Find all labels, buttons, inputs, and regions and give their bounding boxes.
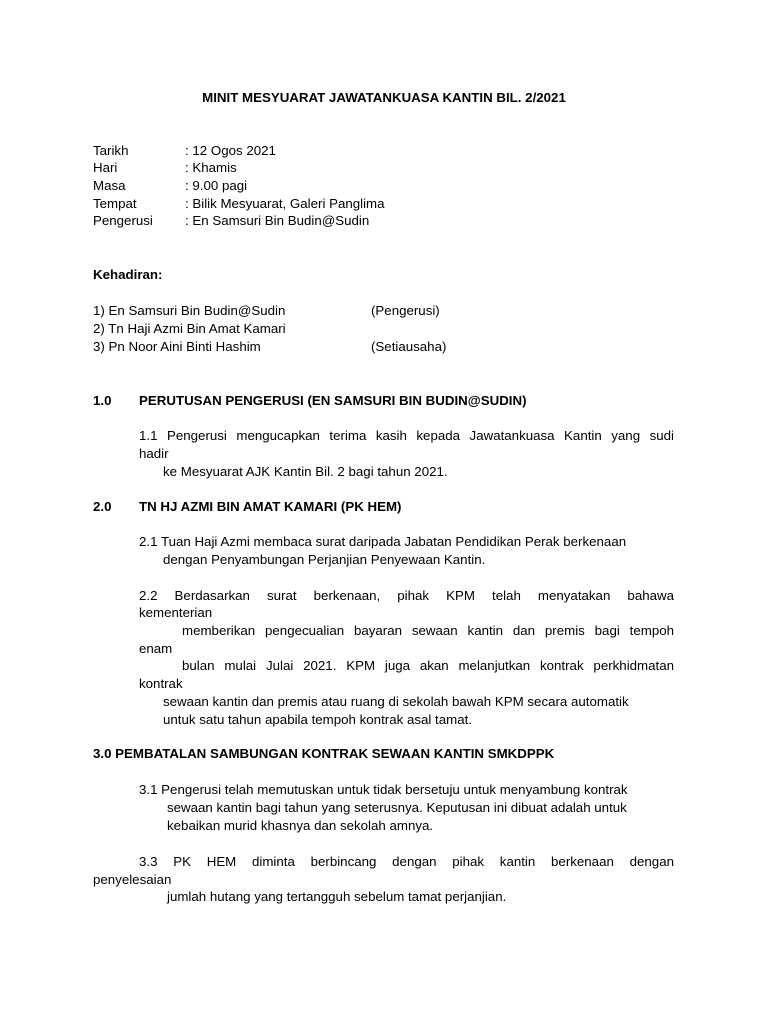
paragraph-3-3-line-2: penyelesaian [93, 872, 172, 887]
section-3-heading: 3.0 PEMBATALAN SAMBUNGAN KONTRAK SEWAAN KANTIN SMKDPPK [93, 746, 555, 761]
attendee-2-name: 2) Tn Haji Azmi Bin Amat Kamari [93, 321, 286, 336]
paragraph-2-2-line-5: bulan mulai Julai 2021. KPM juga akan melanjutkan kontrak perkhidmatan [182, 658, 674, 673]
paragraph-2-2-line-8: untuk satu tahun apabila tempoh kontrak asal tamat. [163, 712, 472, 727]
attendee-1-role: (Pengerusi) [371, 303, 440, 318]
attendance-heading: Kehadiran: [93, 267, 163, 282]
section-1-heading: PERUTUSAN PENGERUSI (EN SAMSURI BIN BUDIN@SUDIN) [139, 393, 527, 408]
info-label-tempat: Tempat [93, 196, 137, 211]
paragraph-3-3-line-1: 3.3 PK HEM diminta berbincang dengan pihak kantin berkenaan dengan [139, 854, 674, 869]
attendee-3-role: (Setiausaha) [371, 339, 447, 354]
info-label-pengerusi: Pengerusi [93, 213, 153, 228]
paragraph-3-1-line-1: 3.1 Pengerusi telah memutuskan untuk tidak bersetuju untuk menyambung kontrak [139, 782, 628, 797]
info-value-masa: : 9.00 pagi [185, 178, 248, 193]
paragraph-2-1-line-1: 2.1 Tuan Haji Azmi membaca surat daripada Jabatan Pendidikan Perak berkenaan [139, 534, 627, 549]
paragraph-3-1-line-2: sewaan kantin bagi tahun yang seterusnya. Keputusan ini dibuat adalah untuk [167, 800, 627, 815]
paragraph-1-1-line-3: ke Mesyuarat AJK Kantin Bil. 2 bagi tahun 2021. [163, 464, 448, 479]
paragraph-1-1-line-1: 1.1 Pengerusi mengucapkan terima kasih kepada Jawatankuasa Kantin yang sudi [139, 428, 674, 443]
paragraph-2-1-line-2: dengan Penyambungan Perjanjian Penyewaan Kantin. [163, 552, 486, 567]
paragraph-2-2-line-2: kementerian [139, 605, 213, 620]
info-value-tempat: : Bilik Mesyuarat, Galeri Panglima [185, 196, 385, 211]
paragraph-2-2-line-3: memberikan pengecualian bayaran sewaan kantin dan premis bagi tempoh [182, 623, 674, 638]
document-title: MINIT MESYUARAT JAWATANKUASA KANTIN BIL. 2/2021 [202, 90, 566, 105]
section-2-heading: TN HJ AZMI BIN AMAT KAMARI (PK HEM) [139, 499, 402, 514]
paragraph-3-1-line-3: kebaikan murid khasnya dan sekolah amnya. [167, 818, 434, 833]
paragraph-3-3-line-3: jumlah hutang yang tertangguh sebelum tamat perjanjian. [167, 889, 507, 904]
section-1-number: 1.0 [93, 393, 112, 408]
info-label-masa: Masa [93, 178, 126, 193]
paragraph-2-2-line-1: 2.2 Berdasarkan surat berkenaan, pihak KPM telah menyatakan bahawa [139, 588, 674, 603]
info-value-hari: : Khamis [185, 160, 237, 175]
info-value-pengerusi: : En Samsuri Bin Budin@Sudin [185, 213, 370, 228]
attendee-3-name: 3) Pn Noor Aini Binti Hashim [93, 339, 261, 354]
section-2-number: 2.0 [93, 499, 112, 514]
paragraph-1-1-line-2: hadir [139, 446, 169, 461]
paragraph-2-2-line-4: enam [139, 641, 173, 656]
info-label-hari: Hari [93, 160, 118, 175]
info-value-tarikh: : 12 Ogos 2021 [185, 143, 276, 158]
info-label-tarikh: Tarikh [93, 143, 129, 158]
attendee-1-name: 1) En Samsuri Bin Budin@Sudin [93, 303, 286, 318]
paragraph-2-2-line-6: kontrak [139, 676, 183, 691]
paragraph-2-2-line-7: sewaan kantin dan premis atau ruang di sekolah bawah KPM secara automatik [163, 694, 629, 709]
